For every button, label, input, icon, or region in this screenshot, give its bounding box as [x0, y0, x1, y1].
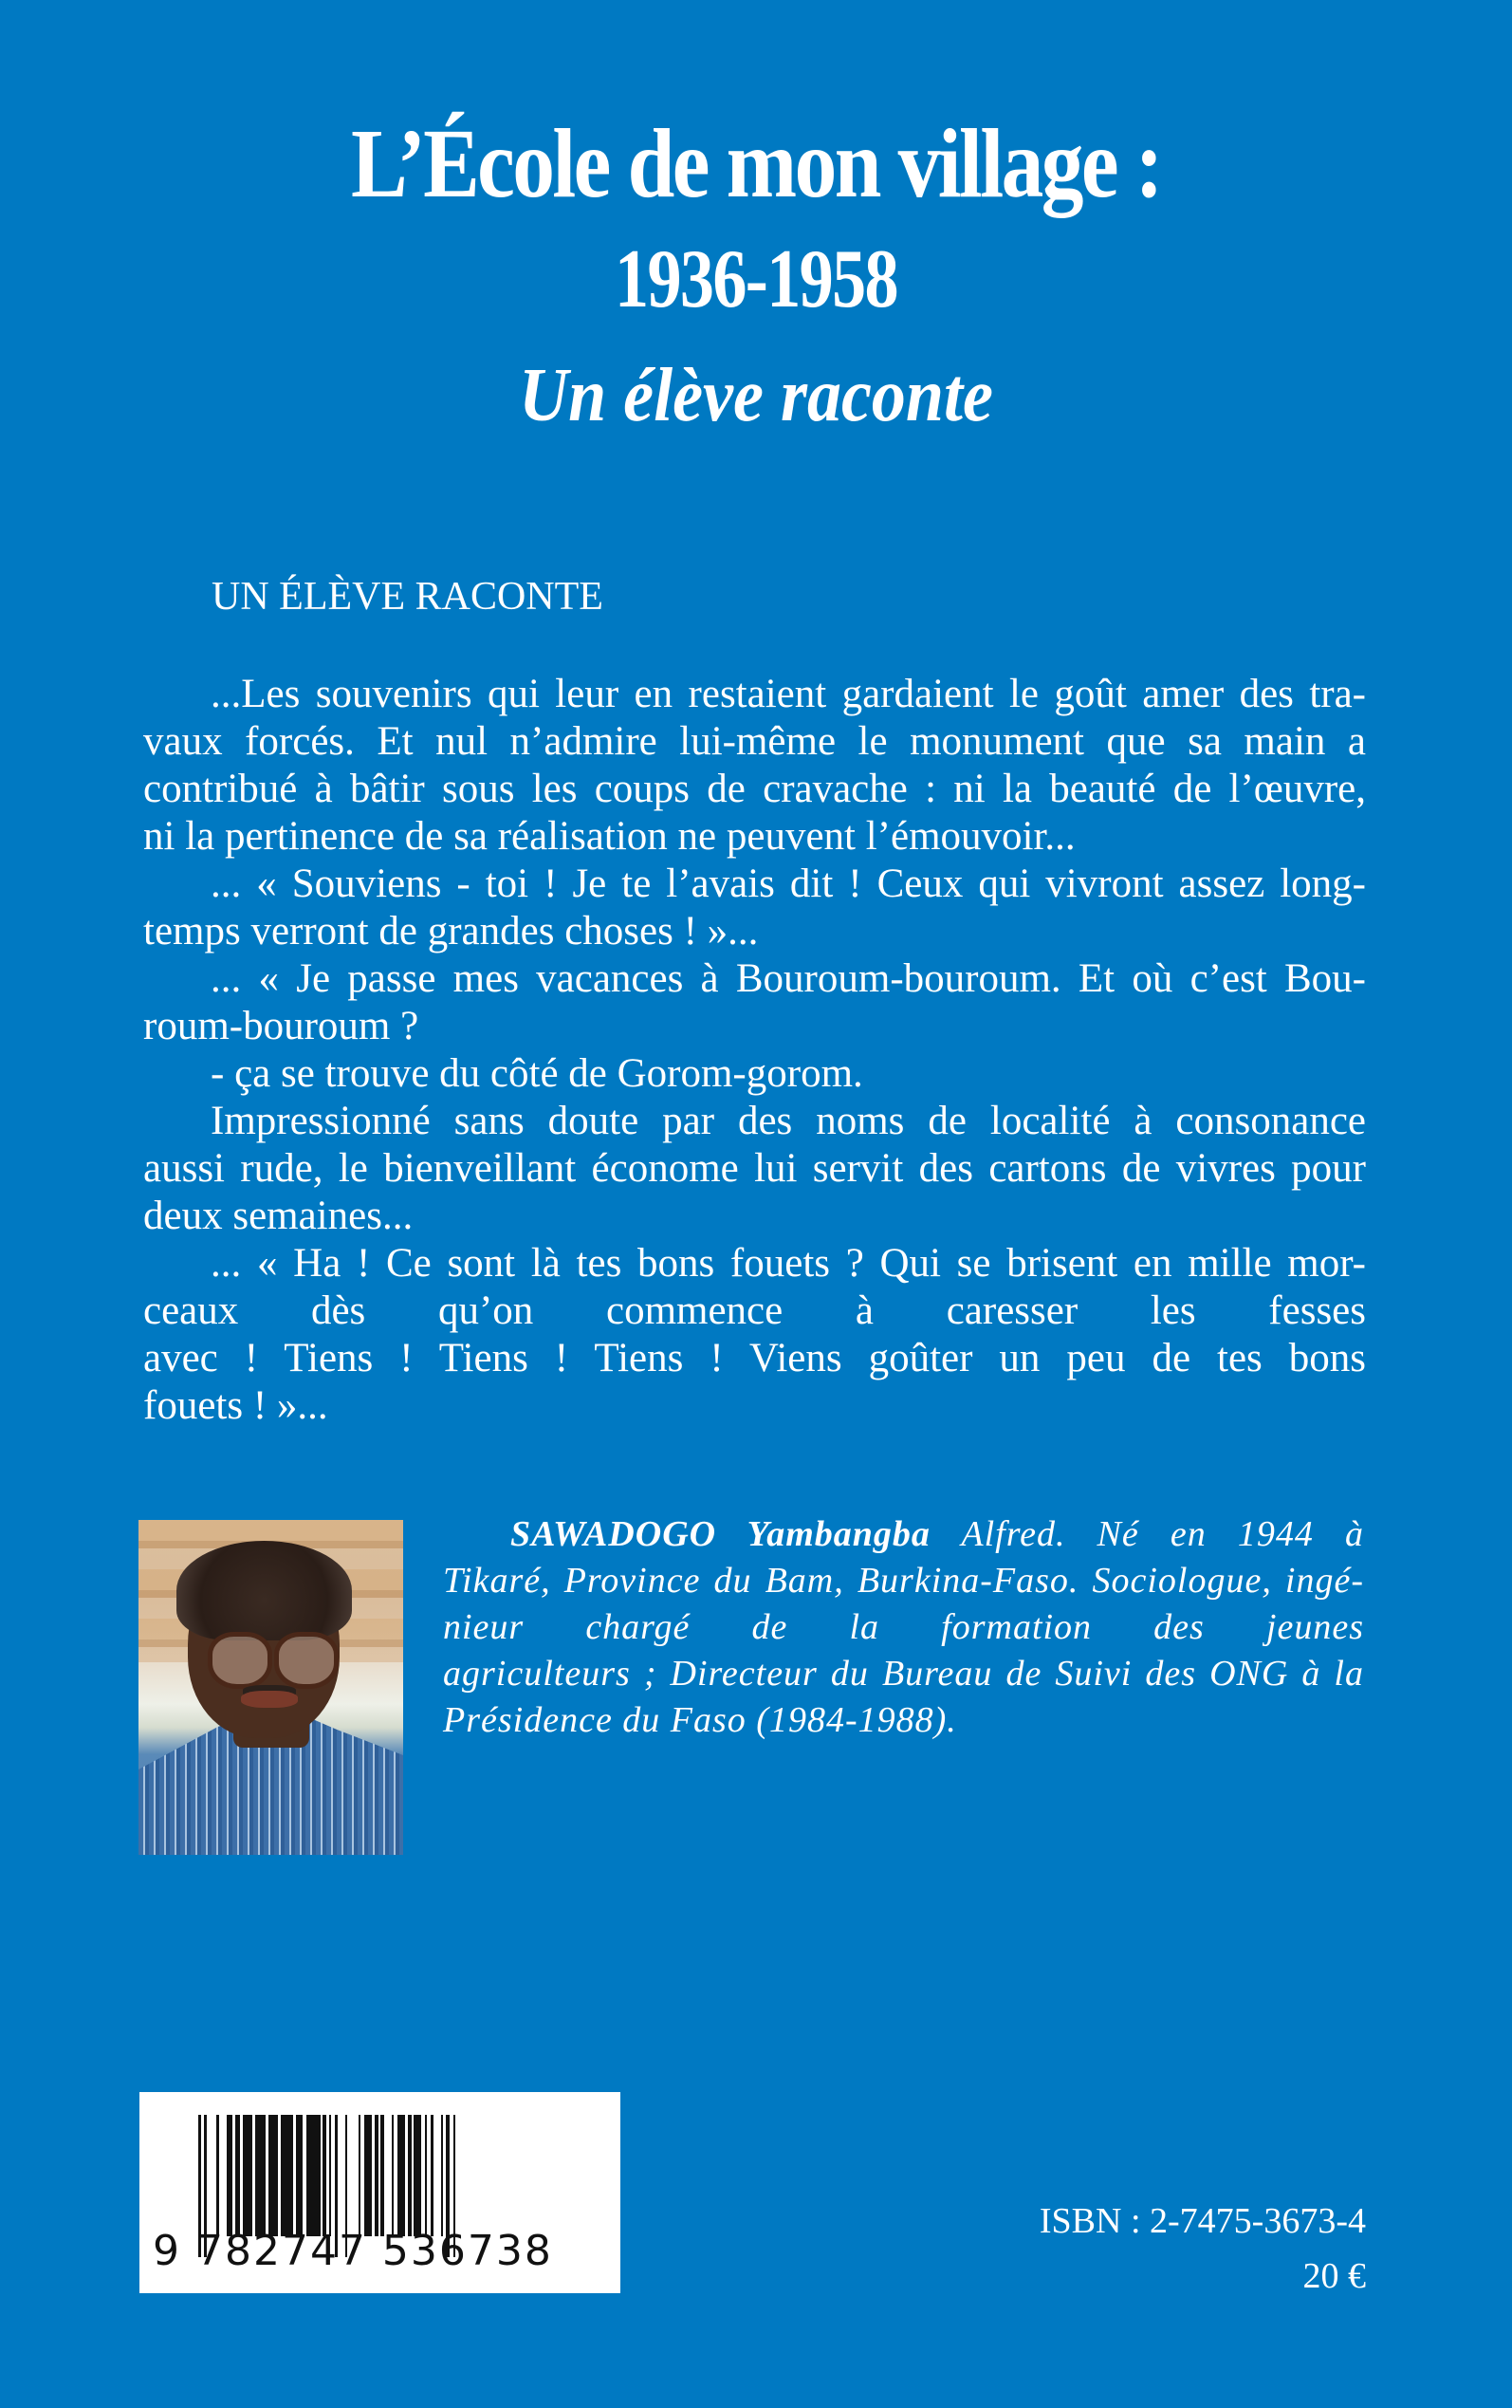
isbn: ISBN : 2-7475-3673-4 — [1039, 2201, 1366, 2241]
excerpt-line: ceaux dès qu’on commence à caresser les fesses — [143, 1288, 1366, 1333]
glasses-icon — [274, 1632, 339, 1689]
excerpt-line: vaux forcés. Et nul n’admire lui-même le monument que sa main a — [143, 719, 1366, 764]
barcode-bar — [243, 2115, 252, 2236]
bio-text: Alfred. Né en 1944 à — [930, 1514, 1364, 1554]
barcode-bar — [364, 2115, 372, 2236]
barcode-bar — [268, 2115, 278, 2236]
book-subtitle: Un élève raconte — [519, 354, 993, 437]
barcode-bar — [306, 2115, 320, 2236]
photo-mouth — [241, 1691, 298, 1708]
excerpt-line: roum-bouroum ? — [143, 1004, 419, 1048]
excerpt-heading: UN ÉLÈVE RACONTE — [212, 575, 603, 619]
bio-line: Présidence du Faso (1984-1988). — [443, 1700, 957, 1740]
barcode-bar — [281, 2115, 293, 2236]
excerpt-line: ... « Je passe mes vacances à Bouroum-bouroum. Et où c’est Bou- — [211, 956, 1366, 1001]
excerpt-text — [143, 671, 1366, 1430]
barcode-bar — [255, 2115, 267, 2236]
barcode-bar — [414, 2115, 421, 2236]
photo-hair — [176, 1541, 352, 1640]
book-years: 1936-1958 — [615, 233, 897, 325]
barcode-bar — [384, 2115, 392, 2236]
barcode-bar — [296, 2115, 304, 2236]
excerpt-line: contribué à bâtir sous les coups de cravache : ni la beauté de l’œuvre, — [143, 767, 1366, 811]
barcode-bar — [219, 2115, 227, 2236]
excerpt-line: avec ! Tiens ! Tiens ! Tiens ! Viens goûter un peu de tes bons — [143, 1336, 1366, 1380]
glasses-icon — [208, 1632, 272, 1689]
barcode-bar — [207, 2115, 216, 2236]
author-photo — [138, 1520, 403, 1855]
excerpt-line: ...Les souvenirs qui leur en restaient gardaient le goût amer des tra- — [211, 672, 1366, 716]
barcode-bar — [433, 2115, 441, 2236]
excerpt-line: ni la pertinence de sa réalisation ne peuvent l’émouvoir... — [143, 814, 1076, 859]
barcode-number: 9 782747 536738 — [153, 2227, 553, 2275]
excerpt-line: fouets ! »... — [143, 1383, 328, 1428]
bio-line: agriculteurs ; Directeur du Bureau de Suivi des ONG à la — [443, 1654, 1364, 1694]
excerpt-line: temps verront de grandes choses ! »... — [143, 909, 759, 954]
bio-line: Tikaré, Province du Bam, Burkina-Faso. Sociologue, ingé- — [443, 1561, 1364, 1601]
excerpt-line: ... « Ha ! Ce sont là tes bons fouets ? Qui se brisent en mille mor- — [211, 1241, 1366, 1286]
bio-line: nieur chargé de la formation des jeunes — [443, 1607, 1364, 1647]
excerpt-line: Impressionné sans doute par des noms de localité à consonance — [211, 1099, 1366, 1143]
barcode-bar — [397, 2115, 405, 2236]
barcode — [139, 2092, 620, 2293]
book-title: L’École de mon village : — [351, 109, 1161, 218]
excerpt-line: - ça se trouve du côté de Gorom-gorom. — [211, 1051, 863, 1096]
bio-line — [443, 1511, 1364, 1558]
excerpt-line: aussi rude, le bienveillant économe lui servit des cartons de vivres pour — [143, 1146, 1366, 1191]
author-bio — [443, 1511, 1364, 1744]
price: 20 € — [1302, 2256, 1366, 2296]
author-name: SAWADOGO Yambangba — [510, 1514, 931, 1554]
excerpt-line: deux semaines... — [143, 1194, 414, 1238]
excerpt-line: ... « Souviens - toi ! Je te l’avais dit ! Ceux qui vivront assez long- — [211, 861, 1366, 906]
